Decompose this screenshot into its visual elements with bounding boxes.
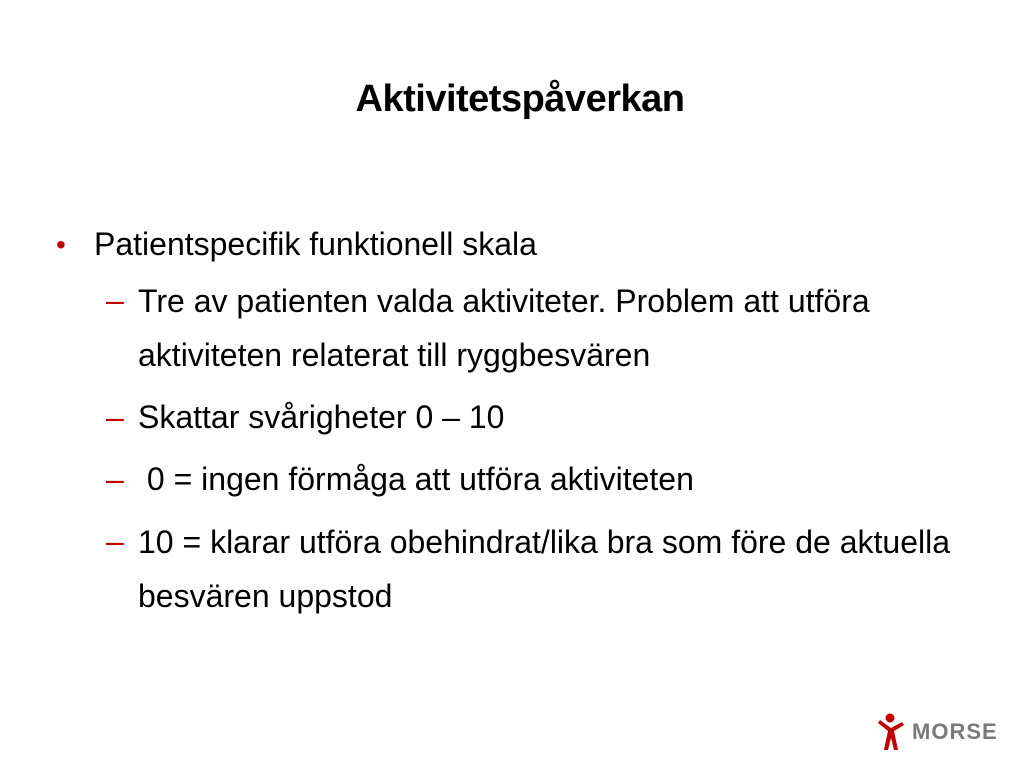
bullet-text: Patientspecifik funktionell skala — [94, 226, 537, 262]
person-figure-icon — [876, 712, 910, 752]
dash-icon: – — [106, 461, 124, 497]
sub-bullet-item — [106, 515, 958, 623]
dash-icon: – — [106, 523, 124, 559]
dash-icon: – — [106, 282, 124, 318]
bullet-icon: • — [56, 229, 66, 260]
slide-content — [56, 218, 956, 632]
slide-title: Aktivitetspåverkan — [355, 78, 685, 120]
sub-bullet-item — [106, 391, 958, 444]
sub-bullet-text: Skattar svårigheter 0 – 10 — [138, 399, 505, 435]
morse-logo — [876, 710, 1006, 754]
dash-icon: – — [106, 399, 124, 435]
sub-bullet-item — [106, 453, 958, 506]
sub-bullet-text: 0 = ingen förmåga att utföra aktiviteten — [138, 461, 694, 497]
sub-bullet-text: Tre av patienten valda aktiviteter. Problem att utföra aktiviteten relaterat till ryggbesvären — [138, 283, 870, 373]
sub-bullet-text: 10 = klarar utföra obehindrat/lika bra som före de aktuella besvären uppstod — [138, 524, 951, 614]
sub-bullet-item — [106, 274, 958, 382]
logo-text: MORSE — [912, 719, 998, 744]
bullet-item — [56, 218, 956, 271]
